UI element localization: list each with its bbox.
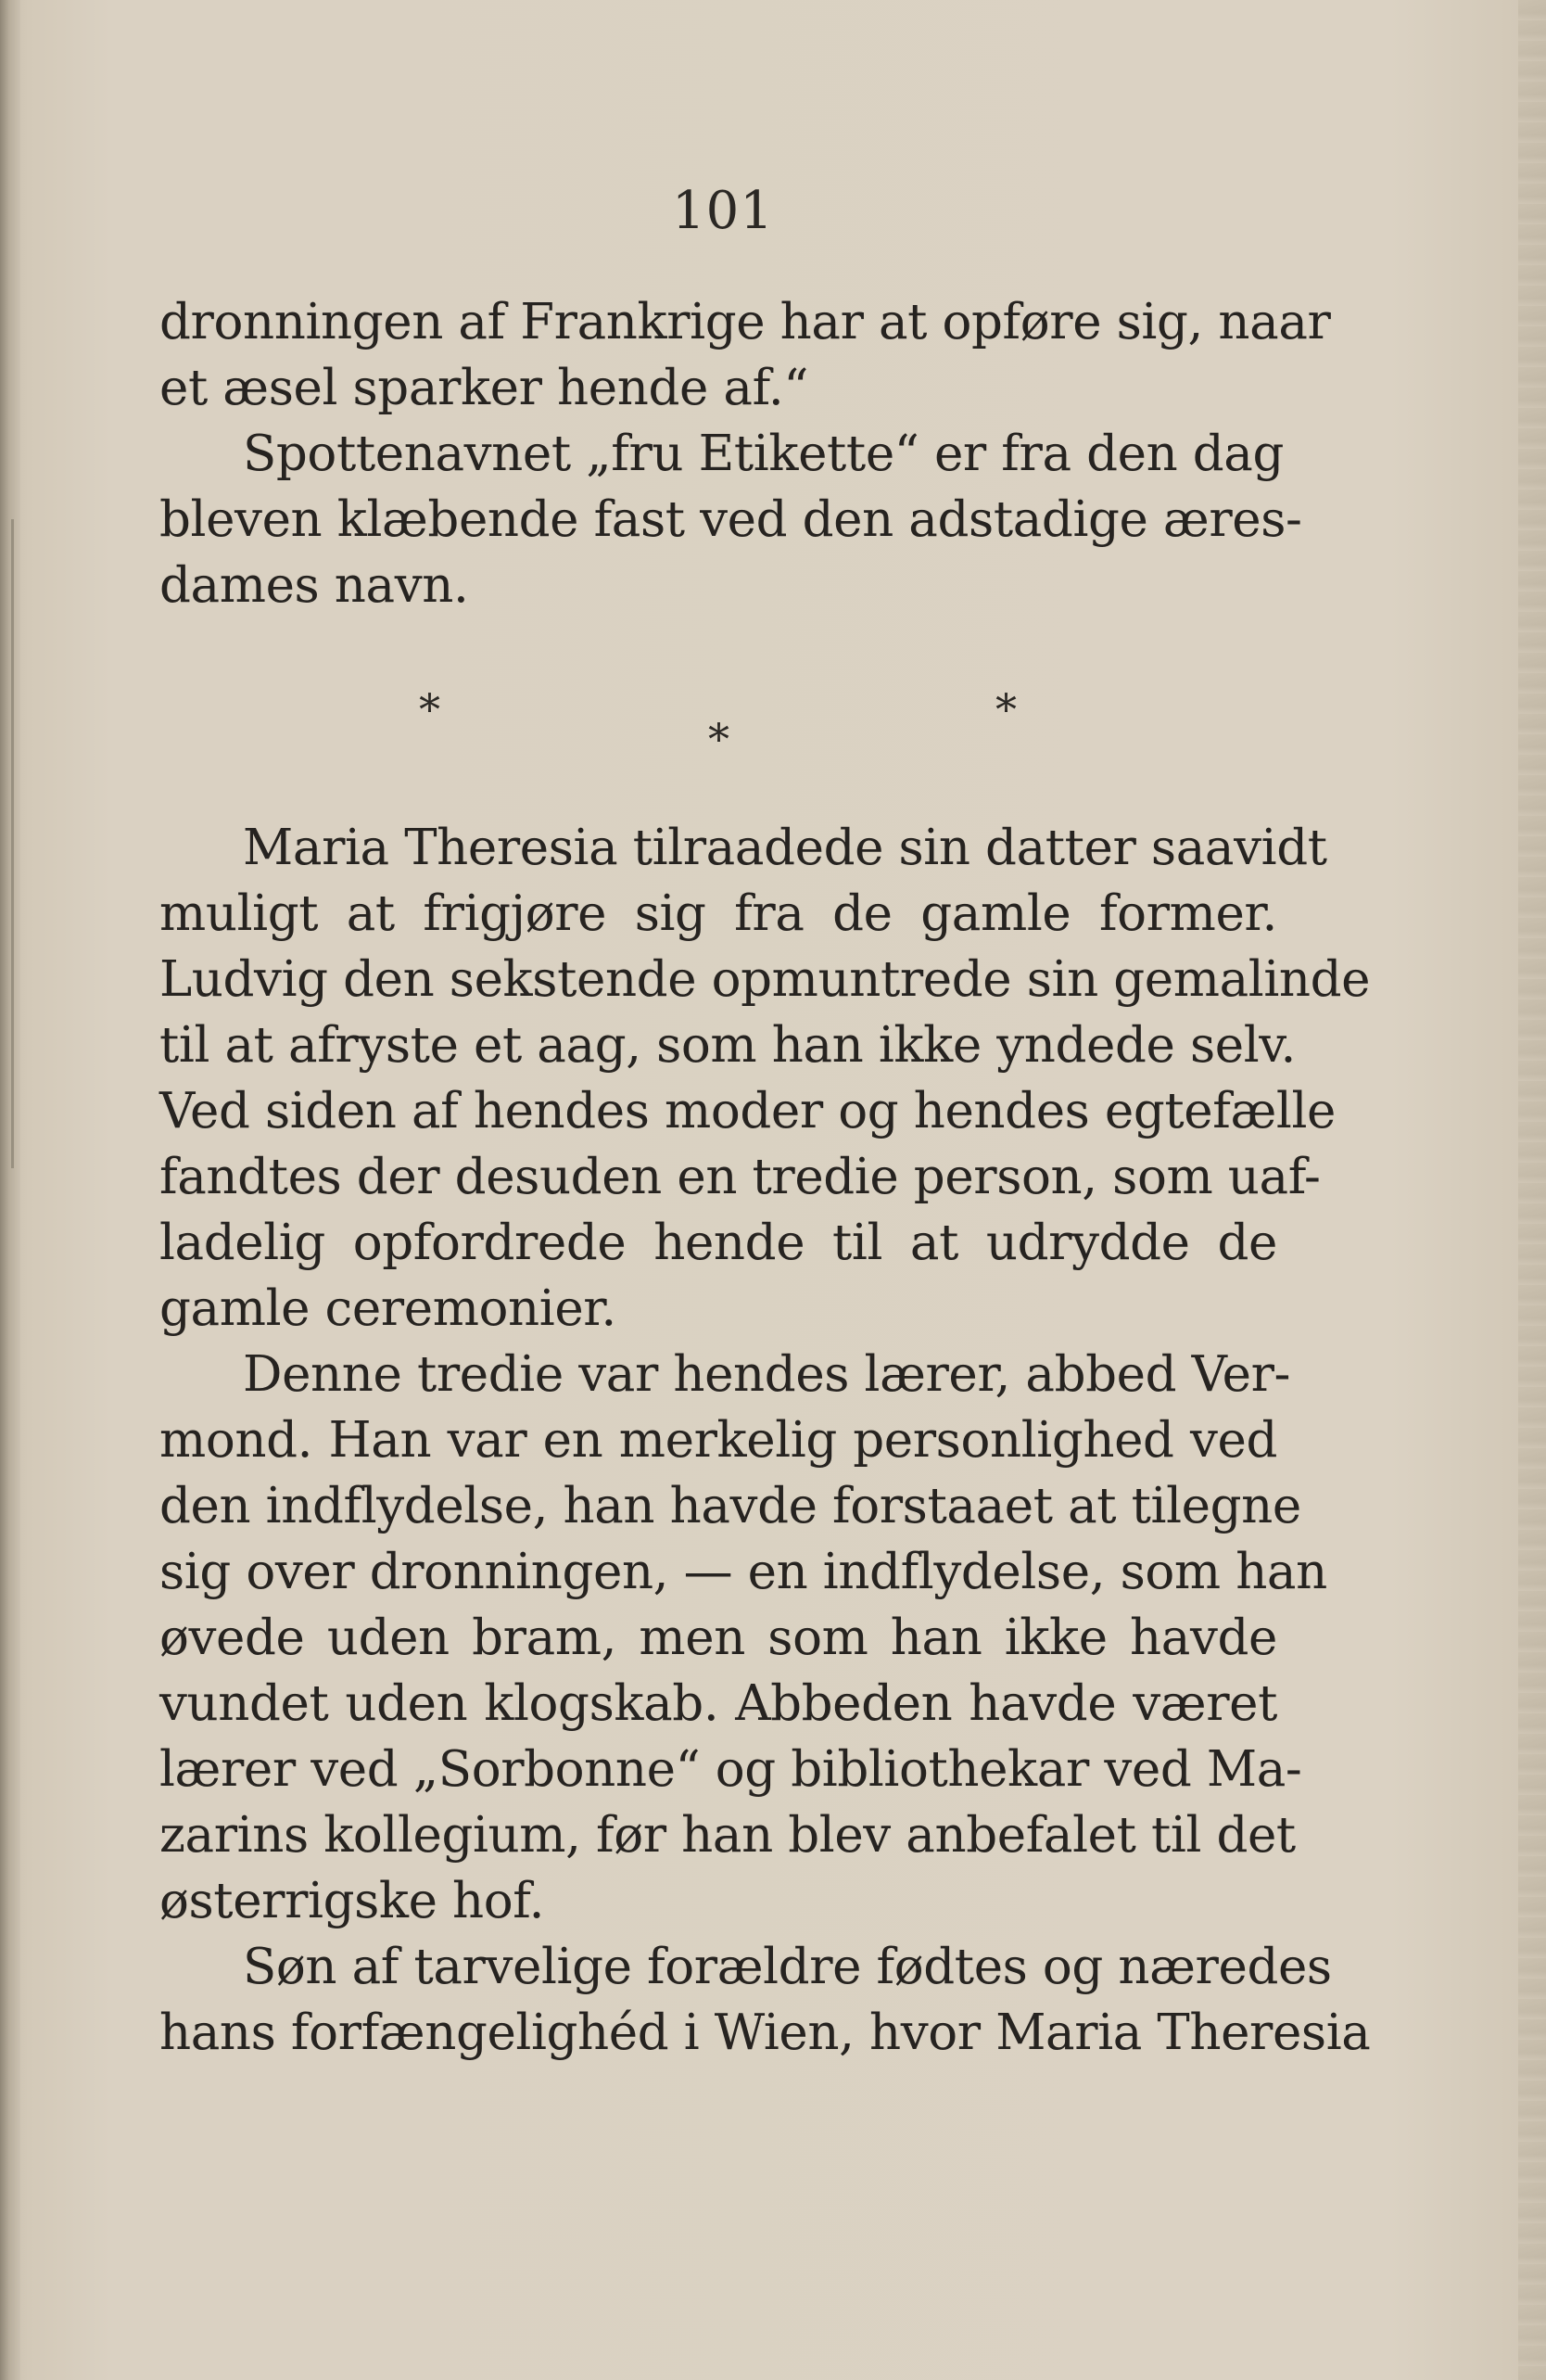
text-line-6: Maria Theresia tilraadede sin datter saavidt <box>243 820 1327 876</box>
text-line-19: vundet uden klogskab. Abbeden havde været <box>159 1675 1277 1732</box>
text-line-22: østerrigske hof. <box>159 1873 545 1929</box>
text-line-8: Ludvig den sekstende opmuntrede sin gemalinde <box>159 951 1371 1008</box>
page-edge <box>1518 0 1546 2380</box>
text-line-18: øvede uden bram, men som han ikke havde <box>159 1610 1277 1666</box>
binding-crease <box>11 519 14 1168</box>
text-line-21: zarins kollegium, før han blev anbefalet til det <box>159 1807 1296 1864</box>
separator-asterisk-right: * <box>995 684 1017 734</box>
text-line-15: mond. Han var en merkelig personlighed ved <box>159 1412 1277 1469</box>
text-line-11: fandtes der desuden en tredie person, som uaf- <box>159 1149 1321 1205</box>
text-line-20: lærer ved „Sorbonne“ og bibliothekar ved Ma- <box>159 1741 1302 1798</box>
text-line-9: til at afryste et aag, som han ikke yndede selv. <box>159 1017 1296 1074</box>
text-line-23: Søn af tarvelige forældre fødtes og næredes <box>243 1939 1332 1995</box>
separator-asterisk-middle: * <box>708 714 729 764</box>
text-line-17: sig over dronningen, — en indflydelse, som han <box>159 1544 1327 1600</box>
text-line-16: den indflydelse, han havde forstaaet at tilegne <box>159 1478 1301 1534</box>
text-line-1: dronningen af Frankrige har at opføre sig, naar <box>159 294 1331 350</box>
text-line-7: muligt at frigjøre sig fra de gamle former. <box>159 885 1277 942</box>
text-line-13: gamle ceremonier. <box>159 1280 616 1337</box>
text-line-3: Spottenavnet „fru Etikette“ er fra den dag <box>243 426 1285 482</box>
text-line-12: ladelig opfordrede hende til at udrydde de <box>159 1215 1277 1271</box>
text-line-5: dames navn. <box>159 557 469 614</box>
page-binding-shadow <box>0 0 20 2380</box>
text-line-4: bleven klæbende fast ved den adstadige æres- <box>159 491 1302 548</box>
separator-asterisk-left: * <box>419 684 440 734</box>
text-line-2: et æsel sparker hende af.“ <box>159 360 809 416</box>
text-line-14: Denne tredie var hendes lærer, abbed Ver- <box>243 1346 1291 1403</box>
text-line-10: Ved siden af hendes moder og hendes egtefælle <box>159 1083 1336 1139</box>
page-number: 101 <box>672 181 774 241</box>
text-line-24: hans forfængelighéd i Wien, hvor Maria Theresia <box>159 2005 1371 2061</box>
